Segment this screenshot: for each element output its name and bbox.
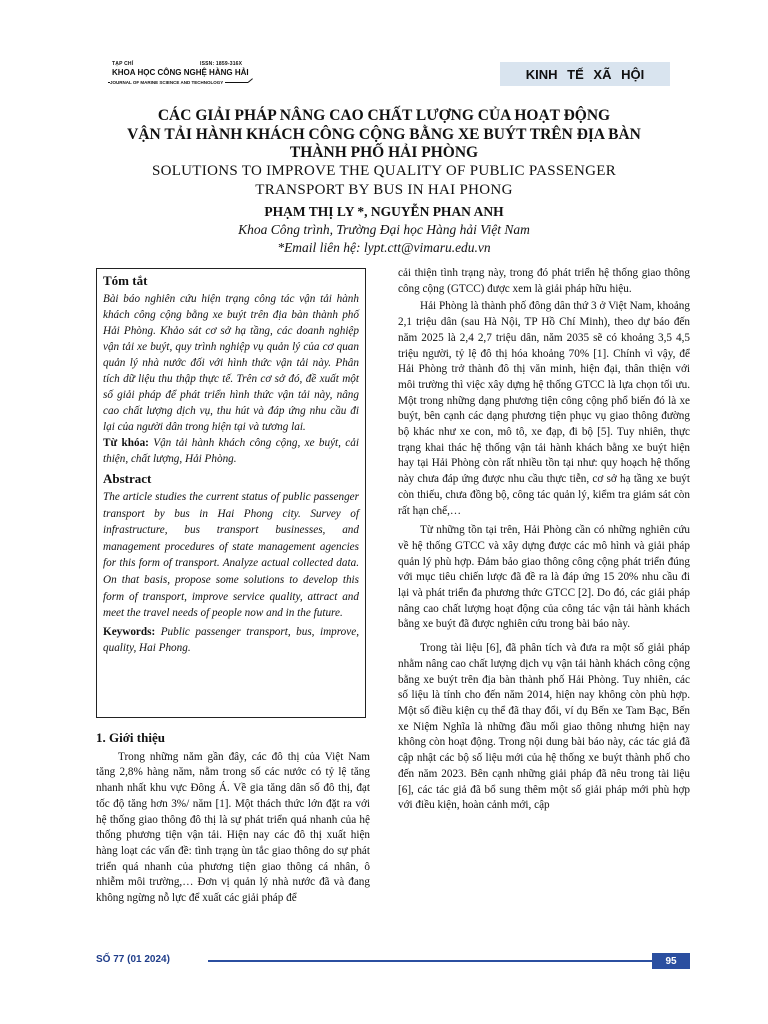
right-column xyxy=(398,266,690,816)
title-vn-line1: CÁC GIẢI PHÁP NÂNG CAO CHẤT LƯỢNG CỦA HOẠT ĐỘNG xyxy=(157,107,611,124)
keywords-en-label: Keywords: xyxy=(103,625,156,638)
journal-tap-chi: TẠP CHÍ xyxy=(112,61,134,67)
keywords-en xyxy=(103,624,359,656)
journal-name: KHOA HỌC CÔNG NGHỆ HÀNG HẢI xyxy=(112,68,249,77)
page-number: 95 xyxy=(652,953,690,969)
abstract-en-heading: Abstract xyxy=(103,471,152,486)
right-paragraph-1: Hải Phòng là thành phố đông dân thứ 3 ở Việt Nam, khoảng 2,1 triệu dân (sau Hà Nội, TP Hồ Chí Minh), theo dự báo đến năm 2025 là 2,4 2,7 triệu dân, năm 2035 sẽ có khoảng 3,5 4,5 triệu người, tỷ lệ đô thị hóa khoảng 70% [1]. Chính vì vậy, để Hải Phòng trở thành đô thị văn minh, hiện đại, thân thiện với môi trường thì việc xây dựng hệ thống GTCC là lựa chọn tối ưu. Một trong những dạng phương tiện công cộng phổ biến đó là xe buýt, bên cạnh các dạng phương tiện phục vụ giao thông đường bộ khác như xe con, mô tô, xe đạp, đi bộ [5]. Tuy nhiên, thực trạng khai thác hệ thống vận tải hành khách bằng xe buýt hiện hay tại Hải Phòng còn rất nhiều tồn tại như: quy hoạch hệ thống này chưa đáp ứng được nhu cầu thực tiễn, cơ sở hạ tầng xe buýt còn thiếu, chưa đồng bộ, công tác quản lý, kiểm tra giám sát còn rất hạn chế,… xyxy=(398,300,690,517)
authors: PHẠM THỊ LY *, NGUYỄN PHAN ANH xyxy=(264,204,504,219)
intro-column xyxy=(96,730,370,909)
title-vn-line3: THÀNH PHỐ HẢI PHÒNG xyxy=(289,144,479,161)
section-badge: KINH TẾ XÃ HỘI xyxy=(500,62,670,86)
abstract-en-text: The article studies the current status of public passenger transport by bus in Hai Phong city. Survey of infrastructure, bus transport businesses, and management procedures of state management agencies for this form of transport. Analyze actual collected data. On that basis, propose some solutions to develop this form of transport, improve service quality, attract and meet the travel needs of people now and in the future. xyxy=(103,491,359,620)
journal-issn: ISSN: 1859-316X xyxy=(200,61,243,67)
abstract-box xyxy=(96,268,366,718)
keywords-en-text: Public passenger transport, bus, improve, quality, Hai Phong. xyxy=(103,625,359,654)
title-vn-line2: VẬN TẢI HÀNH KHÁCH CÔNG CỘNG BẰNG XE BUÝT TRÊN ĐỊA BÀN xyxy=(127,126,641,143)
footer-issue: SỐ 77 (01 2024) xyxy=(96,954,170,965)
affiliation: Khoa Công trình, Trường Đại học Hàng hải Việt Nam xyxy=(238,222,530,237)
right-paragraph-2: Từ những tồn tại trên, Hải Phòng cần có những nghiên cứu về hệ thống GTCC và xây dựng được các mô hình và giải pháp quản lý phù hợp. Đảm bảo giao thông công cộng phát triển đúng với mục tiêu chiến lược đã đề ra là đáp ứng 15 20% nhu cầu đi lại và phát triển đa phương thức GTCC [2]. Do đó, các giải pháp nâng cao chất lượng hoạt động của công tác vận tải hành khách bằng xe buýt đã được nghiên cứu trong bài báo này. xyxy=(398,524,690,631)
keywords-vn xyxy=(103,435,359,467)
header-rule-tail xyxy=(248,78,253,83)
journal-subtitle: JOURNAL OF MARINE SCIENCE AND TECHNOLOGY xyxy=(110,80,224,85)
right-paragraph-3: Trong tài liệu [6], đã phân tích và đưa ra một số giải pháp nhằm nâng cao chất lượng dịch vụ vận tải hành khách công cộng bằng xe buýt trên địa bàn thành phố Hải Phòng. Tuy nhiên, các số liệu là tính cho đến năm 2014, hiện nay không còn phù hợp. Một số điều kiện cụ thể đã thay đổi, ví dụ Bến xe Tam Bạc, Bến xe Niệm Nghĩa là những đầu mối giao thông nhưng hiện nay không còn hoạt động. Trong nội dung bài báo này, các tác giả đã cập nhật các bộ số liệu mới của hệ thống xe buýt thành phố cho đến năm 2023. Bên cạnh những giải pháp đã nêu trong tài liệu [6], các tác giả đã bổ sung thêm một số giải pháp mới phù hợp với điều kiện, hoàn cảnh mới, cập xyxy=(398,642,690,812)
title-en-line2: TRANSPORT BY BUS IN HAI PHONG xyxy=(255,182,513,198)
abstract-vn-text: Bài báo nghiên cứu hiện trạng công tác vận tải hành khách công cộng bằng xe buýt trên địa bàn thành phố Hải Phòng. Khảo sát cơ sở hạ tầng, các doanh nghiệp vận tải xe buýt, quy trình nghiệp vụ quản lý của cơ quan quản lý nhà nước đối với hình thức vận tải này. Phân tích dữ liệu thu thập thực tế. Trên cơ sở đó, đề xuất một số giải pháp để phát triển hình thức vận tải này, nâng cao chất lượng dịch vụ, thu hút và đáp ứng nhu cầu đi lại của người dân trong hiện tại và tương lai. xyxy=(103,293,359,433)
keywords-vn-text: Vận tải hành khách công cộng, xe buýt, cải thiện, chất lượng, Hải Phòng. xyxy=(103,437,359,465)
abstract-vn-heading: Tóm tắt xyxy=(103,273,148,288)
footer-rule xyxy=(208,960,652,962)
intro-paragraph-1: Trong những năm gần đây, các đô thị của Việt Nam tăng 2,8% hàng năm, nằm trong số các nước có tỷ lệ tăng nhanh nhất khu vực Đông Á. Về gia tăng dân số đô thị, đạt tốc độ tăng hơn 3%/ năm [1]. Một thách thức lớn đặt ra với hệ thống giao thông đô thị là sự phát triển quá nhanh của hệ thống phương tiện vận tải. Hiện nay các đô thị xuất hiện hàng loạt các vấn đề: tình trạng ùn tắc giao thông do sự phát triển quá nhanh của phương tiện giao thông cá nhân, ô nhiễm môi trường,… Đơn vị quản lý nhà nước đã và đang không ngừng nỗ lực để xuất các giải pháp để xyxy=(96,750,370,905)
intro-heading: 1. Giới thiệu xyxy=(96,730,165,745)
keywords-vn-label: Từ khóa: xyxy=(103,437,149,449)
title-en-line1: SOLUTIONS TO IMPROVE THE QUALITY OF PUBLIC PASSENGER xyxy=(151,163,617,179)
contact-email: *Email liên hệ: lypt.ctt@vimaru.edu.vn xyxy=(277,240,491,255)
right-paragraph-0: cải thiện tình trạng này, trong đó phát triển hệ thống giao thông công cộng (GTCC) được xem là giải pháp hữu hiệu. xyxy=(398,267,690,295)
